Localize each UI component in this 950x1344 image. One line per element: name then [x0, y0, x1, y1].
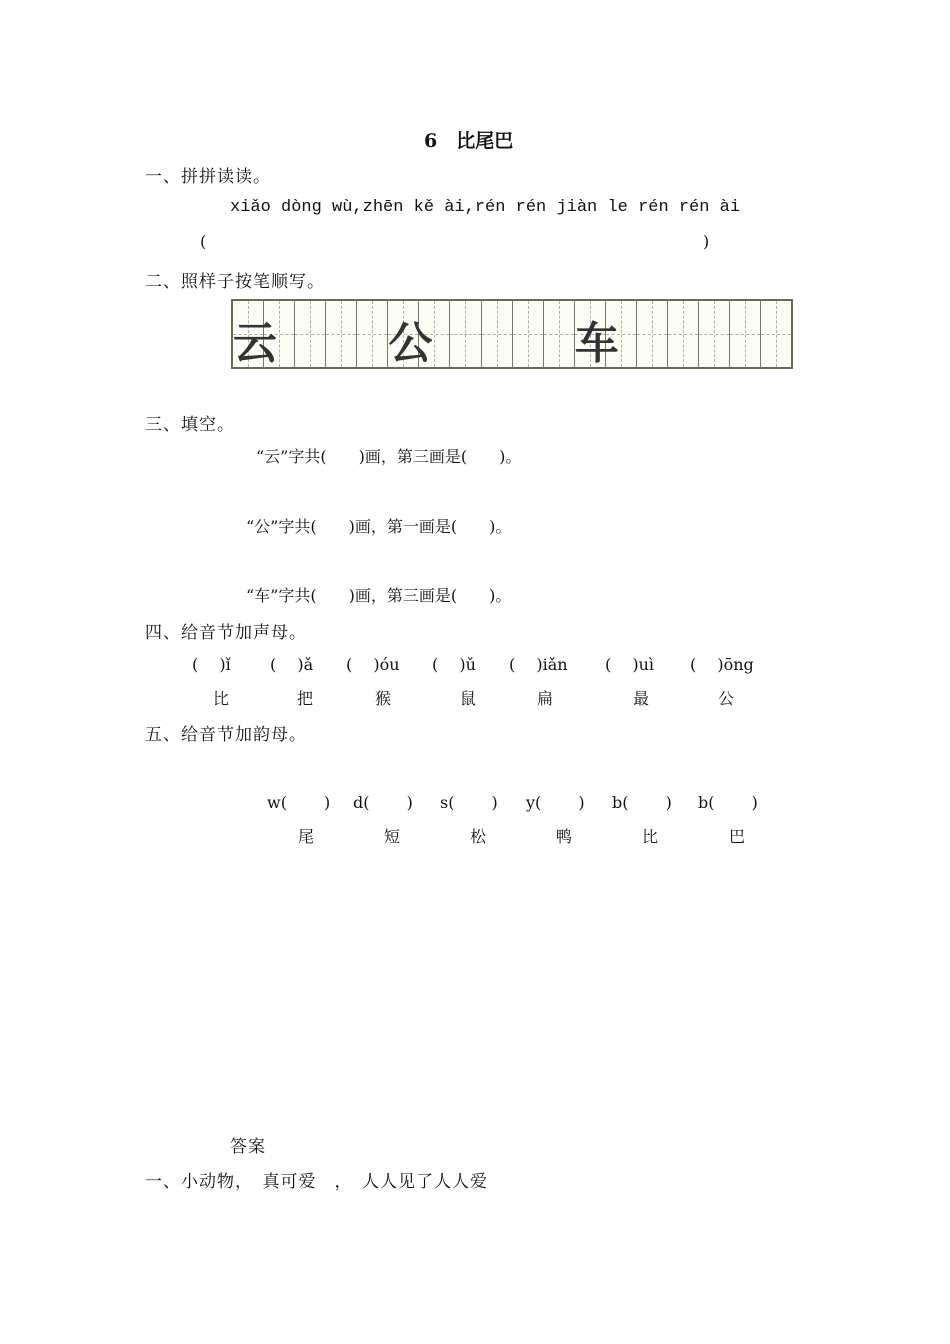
- final-item: b( ): [612, 793, 672, 812]
- answer-paren-open: (: [200, 232, 207, 251]
- grid-char: 车: [574, 318, 619, 369]
- initial-char: 把: [297, 689, 314, 708]
- writing-grid: [231, 299, 793, 369]
- final-item: w( ): [267, 793, 331, 812]
- section2-heading: 二、照样子按笔顺写。: [145, 272, 325, 292]
- grid-char: 云: [233, 318, 277, 369]
- grid-cell[interactable]: [637, 301, 668, 367]
- initial-item: ( )iǎn: [509, 655, 568, 674]
- final-char: 尾: [298, 827, 315, 846]
- grid-cell[interactable]: [668, 301, 699, 367]
- final-item: d( ): [353, 793, 413, 812]
- grid-cell[interactable]: [326, 301, 357, 367]
- initial-char: 最: [633, 689, 650, 708]
- initial-char: 鼠: [460, 689, 477, 708]
- final-char: 比: [642, 827, 659, 846]
- grid-cell[interactable]: [482, 301, 513, 367]
- final-item: y( ): [526, 793, 585, 812]
- answers-heading: 答案: [230, 1137, 266, 1157]
- final-item: b( ): [698, 793, 758, 812]
- section3-heading: 三、填空。: [145, 415, 235, 435]
- page-title: 6 比尾巴: [424, 130, 514, 152]
- section4-heading: 四、给音节加声母。: [145, 623, 307, 643]
- grid-cell[interactable]: [574, 301, 619, 369]
- grid-cell[interactable]: [761, 301, 791, 367]
- pinyin-line: xiǎo dòng wù,zhēn kě ài,rén rén jiàn le rén rén ài: [230, 198, 741, 217]
- initial-item: ( )ǐ: [192, 655, 231, 674]
- fill-line-yun: “云”字共( )画，第三画是( )。: [256, 447, 522, 466]
- initial-item: ( )ǎ: [270, 655, 314, 674]
- answer-line-1: 一、小动物， 真可爱 ， 人人见了人人爱: [145, 1172, 488, 1192]
- section5-heading: 五、给音节加韵母。: [145, 725, 307, 745]
- grid-cell[interactable]: [295, 301, 326, 367]
- grid-cell[interactable]: [450, 301, 481, 367]
- grid-cell[interactable]: [388, 301, 433, 369]
- final-item: s( ): [440, 793, 498, 812]
- section1-heading: 一、拼拼读读。: [145, 167, 271, 187]
- grid-char: 公: [388, 318, 433, 369]
- grid-cell[interactable]: [233, 301, 277, 369]
- grid-cell[interactable]: [357, 301, 388, 367]
- final-char: 巴: [729, 827, 746, 846]
- initial-char: 公: [718, 689, 735, 708]
- grid-cell[interactable]: [513, 301, 544, 367]
- final-char: 松: [470, 827, 487, 846]
- initial-char: 猴: [375, 689, 392, 708]
- grid-cell[interactable]: [730, 301, 761, 367]
- final-char: 短: [384, 827, 401, 846]
- initial-item: ( )óu: [346, 655, 400, 674]
- initial-item: ( )ǔ: [432, 655, 476, 674]
- initial-item: ( )ōng: [690, 655, 754, 674]
- final-char: 鸭: [556, 827, 573, 846]
- grid-cell[interactable]: [699, 301, 730, 367]
- fill-line-gong: “公”字共( )画，第一画是( )。: [246, 517, 512, 536]
- fill-line-che: “车”字共( )画，第三画是( )。: [246, 586, 512, 605]
- grid-cell[interactable]: [544, 301, 575, 367]
- initial-char: 比: [213, 689, 230, 708]
- initial-item: ( )uì: [605, 655, 654, 674]
- initial-char: 扁: [537, 689, 554, 708]
- answer-paren-close: ): [703, 232, 710, 251]
